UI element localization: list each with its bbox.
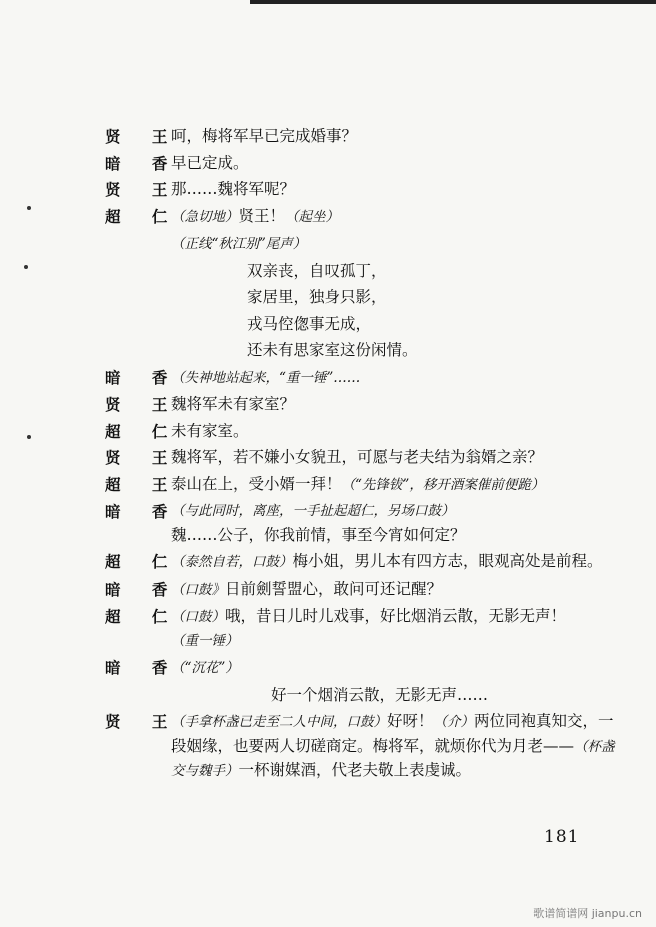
dialogue-line (105, 420, 615, 444)
verse-line (105, 260, 615, 284)
stage-direction: （“先锋钹”，移开酒案催前便跪） (341, 476, 545, 493)
speaker-name: 贤 王 (105, 180, 181, 199)
scan-speck (24, 265, 28, 269)
top-border-line (250, 0, 656, 4)
stage-direction: （重一锤） (171, 632, 239, 649)
dialogue-text: 那……魏将军呢？ (171, 180, 296, 198)
stage-direction: （起坐） (285, 208, 340, 225)
scan-speck (27, 206, 31, 210)
dialogue-text: 贤王！ (238, 206, 286, 225)
stage-direction: （口鼓） (171, 609, 225, 625)
stage-direction: （泰然自若，口鼓） (171, 554, 293, 570)
speaker-name: 贤 王 (105, 712, 181, 731)
speaker-name: 超 仁 (105, 607, 181, 626)
dialogue-text: 一杯谢媒酒，代老夫敬上表虔诚。 (238, 761, 472, 779)
dialogue-line (105, 205, 615, 230)
script-page (105, 125, 615, 787)
speaker-name: 超 仁 (105, 206, 181, 226)
dialogue-text: 梅小姐，男儿本有四方志，眼观高处是前程。 (292, 552, 603, 570)
stage-direction: （杯盏交与魏手） (171, 738, 615, 779)
dialogue-line (105, 473, 615, 498)
stage-direction: （“沉花”） (171, 660, 239, 676)
speaker-name: 超 仁 (105, 552, 181, 571)
dialogue-line (105, 605, 615, 653)
dialogue-line (105, 366, 615, 391)
speaker-name: 暗 香 (105, 153, 181, 173)
dialogue-line (105, 578, 615, 603)
speaker-name: 超 王 (105, 474, 181, 494)
stage-direction: （失神地站起来，“重一锤”…… (171, 369, 361, 386)
verse-line (105, 339, 615, 363)
dialogue-text: 早已定成。 (171, 153, 249, 172)
page-number: 181 (544, 827, 580, 847)
dialogue-text: 两位同袍真知交，一段姻缘，也要两人切磋商定。梅将军，就烦你代为月老—— (171, 712, 614, 755)
verse-text: 还未有思家室这份闲情。 (247, 341, 418, 359)
dialogue-line (105, 125, 615, 149)
stage-direction: （手拿杯盏已走至二人中间，口鼓） (171, 714, 387, 730)
dialogue-line (105, 710, 615, 784)
dialogue-text: 魏……公子，你我前情，事至今宵如何定？ (171, 525, 466, 544)
speaker-name: 贤 王 (105, 127, 181, 146)
speaker-name: 超 仁 (105, 421, 181, 441)
speaker-name: 暗 香 (105, 579, 181, 599)
dialogue-line (105, 178, 615, 202)
verse-line (105, 286, 615, 310)
speaker-name: 暗 香 (105, 367, 181, 387)
scan-speck (27, 435, 31, 439)
dialogue-line (105, 393, 615, 417)
dialogue-line (105, 446, 615, 470)
verse-line (105, 313, 615, 337)
stage-direction: （口鼓》 (171, 581, 225, 598)
verse-text: 戎马倥偬事无成， (247, 314, 372, 333)
speaker-name: 贤 王 (105, 395, 181, 414)
dialogue-text: 日前劍誓盟心，敢问可还记醒？ (225, 579, 443, 598)
stage-direction: （正线“秋江别”尾声） (171, 236, 307, 252)
dialogue-text: 哦，昔日儿时儿戏事，好比烟消云散，无影无声！ (225, 607, 567, 625)
dialogue-line (105, 500, 615, 547)
stage-line (105, 232, 615, 257)
dialogue-text: 未有家室。 (171, 421, 249, 440)
stage-direction: （急切地） (171, 208, 239, 225)
verse-text: 好一个烟消云散，无影无声…… (271, 685, 489, 704)
verse-text: 双亲丧，自叹孤丁， (247, 261, 387, 280)
speaker-name: 暗 香 (105, 658, 181, 677)
stage-direction: （与此同时，离座，一手扯起超仁，另场口鼓） (171, 503, 455, 519)
verse-text: 家居里，独身只影， (247, 288, 387, 306)
dialogue-line (105, 550, 615, 575)
stage-direction: （介） (433, 714, 475, 730)
dialogue-text: 魏将军，若不嫌小女貌丑，可愿与老夫结为翁婿之亲？ (171, 448, 544, 466)
verse-line (105, 684, 615, 708)
dialogue-line (105, 656, 615, 681)
dialogue-text: 好呀！ (387, 712, 434, 730)
speaker-name: 贤 王 (105, 448, 181, 467)
speaker-name: 暗 香 (105, 502, 181, 521)
watermark: 歌谱简谱网 jianpu.cn (533, 907, 642, 920)
dialogue-text: 呵，梅将军早已完成婚事？ (171, 127, 358, 145)
dialogue-text: 魏将军未有家室？ (171, 395, 296, 413)
dialogue-line (105, 152, 615, 176)
dialogue-text: 泰山在上，受小婿一拜！ (171, 474, 342, 493)
